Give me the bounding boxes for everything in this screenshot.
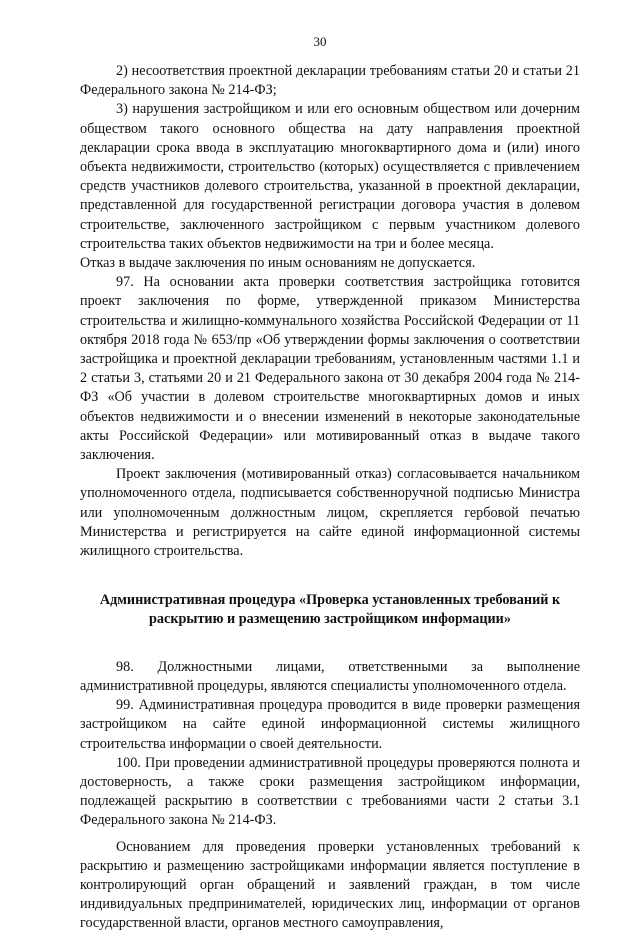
paragraph-refusal-note: Отказ в выдаче заключения по иным основаниям не допускается. xyxy=(80,255,476,272)
paragraph-gap xyxy=(80,831,580,838)
paragraph-draft-approval: Проект заключения (мотивированный отказ) согласовывается начальником уполномоченного отдела, подписывается собственноручной подписью Министра или уполномоченным должностным лицом, скрепляется гербовой печатью Министерства и регистрируется на сайте единой информационной системы жилищного строительства. xyxy=(80,466,580,560)
paragraph-99: 99. Административная процедура проводится в виде проверки размещения застройщиком на сайте единой информационной системы жилищного строительства информации о своей деятельности. xyxy=(80,697,580,752)
paragraph-100: 100. При проведении административной процедуры проверяются полнота и достоверность, а также сроки размещения застройщиком информации, подлежащей раскрытию в соответствии с требованиями части 2 статьи 3.1 Федерального закона № 214-ФЗ. xyxy=(80,754,580,829)
document-body xyxy=(80,62,580,934)
paragraph-98: 98. Должностными лицами, ответственными за выполнение административной процедуры, являются специалисты уполномоченного отдела. xyxy=(80,658,580,694)
paragraph-item-2: 2) несоответствия проектной декларации требованиям статьи 20 и статьи 21 Федерального закона № 214-ФЗ; xyxy=(80,63,580,99)
paragraph-item-3: 3) нарушения застройщиком и или его основным обществом или дочерним обществом такого основного общества на дату направления проектной декларации срока ввода в эксплуатацию многоквартирного дома и (или) иного объекта недвижимости, строительство (которых) осуществляется с привлечением средств участников долевого строительства, указанной в проектной декларации, представленной для государственной регистрации договора участия в долевом строительстве, заключенного застройщиком с первым участником долевого строительства таких объектов недвижимости на три и более месяца. xyxy=(80,101,580,252)
paragraph-basis: Основанием для проведения проверки установленных требований к раскрытию и размещению застройщиками информации является поступление в контролирующий орган обращений и заявлений граждан, в том числе индивидуальных предпринимателей, юридических лиц, информации от органов государственной власти, органов местного самоуправления, xyxy=(80,838,580,932)
paragraph-97: 97. На основании акта проверки соответствия застройщика готовится проект заключения по форме, утвержденной приказом Министерства строительства и жилищно-коммунального хозяйства Российской Федерации от 11 октября 2018 года № 653/пр «Об утверждении формы заключения о соответствии застройщика и проектной декларации требованиям, установленным частями 1.1 и 2 статьи 3, статьями 20 и 21 Федерального закона от 30 декабря 2004 года № 214-ФЗ «Об участии в долевом строительстве многоквартирных домов и иных объектов недвижимости и о внесении изменений в некоторые законодательные акты Российской Федерации» или мотивированный отказ в выдаче такого заключения. xyxy=(80,274,580,464)
section-heading: Административная процедура «Проверка установленных требований к раскрытию и размещению застройщиком информации» xyxy=(99,592,561,628)
page-number: 30 xyxy=(313,34,327,49)
